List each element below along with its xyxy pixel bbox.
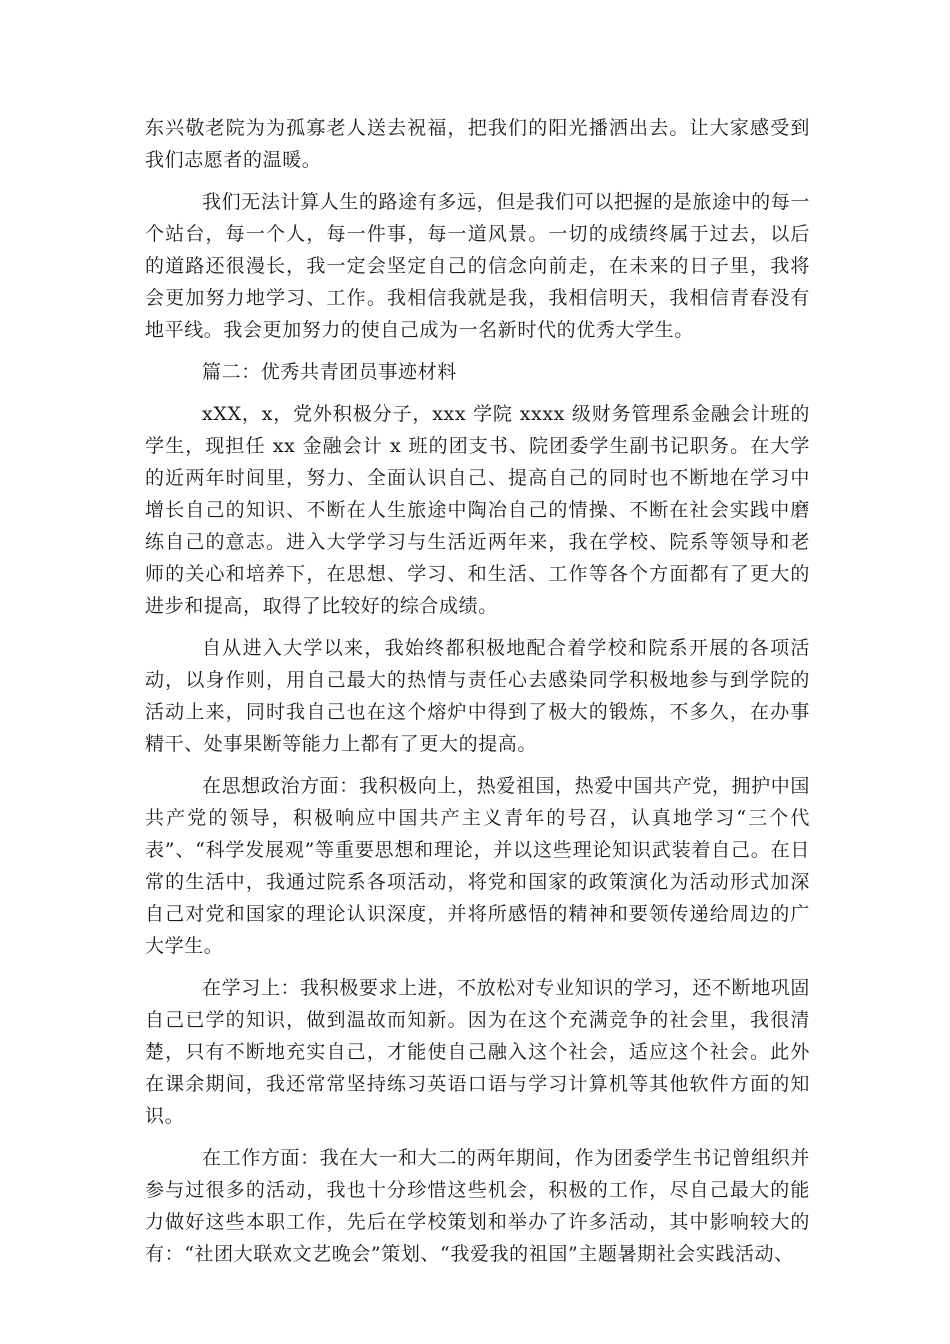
section-heading: 篇二：优秀共青团员事迹材料 xyxy=(202,361,457,383)
document-page xyxy=(145,112,810,1280)
paragraph-6: 在学习上：我积极要求上进，不放松对专业知识的学习，还不断地巩固自己已学的知识，做到温故而知新。因为在这个充满竞争的社会里，我很清楚，只有不断地充实自己，才能使自己融入这个社会，适应这个社会。此外在课余期间，我还常常坚持练习英语口语与学习计算机等其他软件方面的知识。 xyxy=(145,977,810,1127)
paragraph-3: xXX，x，党外积极分子，xxx 学院 xxxx 级财务管理系金融会计班的学生，现担任 xx 金融会计 x 班的团支书、院团委学生副书记职务。在大学的近两年时间里，努力、全面认识自己、提高自己的同时也不断地在学习中增长自己的知识、不断在人生旅途中陶冶自己的情操、不断在社会实践中磨练自己的意志。进入大学学习与生活近两年来，我在学校、院系等领导和老师的关心和培养下，在思想、学习、和生活、工作等各个方面都有了更大的进步和提高，取得了比较好的综合成绩。 xyxy=(145,403,810,617)
paragraph-1: 东兴敬老院为为孤寡老人送去祝福，把我们的阳光播洒出去。让大家感受到我们志愿者的温暖。 xyxy=(145,117,810,171)
paragraph-7: 在工作方面：我在大一和大二的两年期间，作为团委学生书记曾组织并参与过很多的活动，我也十分珍惜这些机会，积极的工作，尽自己最大的能力做好这些本职工作，先后在学校策划和举办了许多活动，其中影响较大的有：“社团大联欢文艺晚会”策划、“我爱我的祖国”主题暑期社会实践活动、 xyxy=(145,1147,810,1265)
paragraph-4: 自从进入大学以来，我始终都积极地配合着学校和院系开展的各项活动，以身作则，用自己最大的热情与责任心去感染同学积极地参与到学院的活动上来，同时我自己也在这个熔炉中得到了极大的锻炼，不多久，在办事精干、处事果断等能力上都有了更大的提高。 xyxy=(145,637,810,755)
paragraph-2: 我们无法计算人生的路途有多远，但是我们可以把握的是旅途中的每一个站台，每一个人，每一件事，每一道风景。一切的成绩终属于过去，以后的道路还很漫长，我一定会坚定自己的信念向前走，在未来的日子里，我将会更加努力地学习、工作。我相信我就是我，我相信明天，我相信青春没有地平线。我会更加努力的使自己成为一名新时代的优秀大学生。 xyxy=(145,191,810,341)
paragraph-5: 在思想政治方面：我积极向上，热爱祖国，热爱中国共产党，拥护中国共产党的领导，积极响应中国共产主义青年的号召，认真地学习“三个代表”、“科学发展观”等重要思想和理论，并以这些理论知识武装着自己。在日常的生活中，我通过院系各项活动，将党和国家的政策演化为活动形式加深自己对党和国家的理论认识深度，并将所感悟的精神和要领传递给周边的广大学生。 xyxy=(145,775,810,957)
